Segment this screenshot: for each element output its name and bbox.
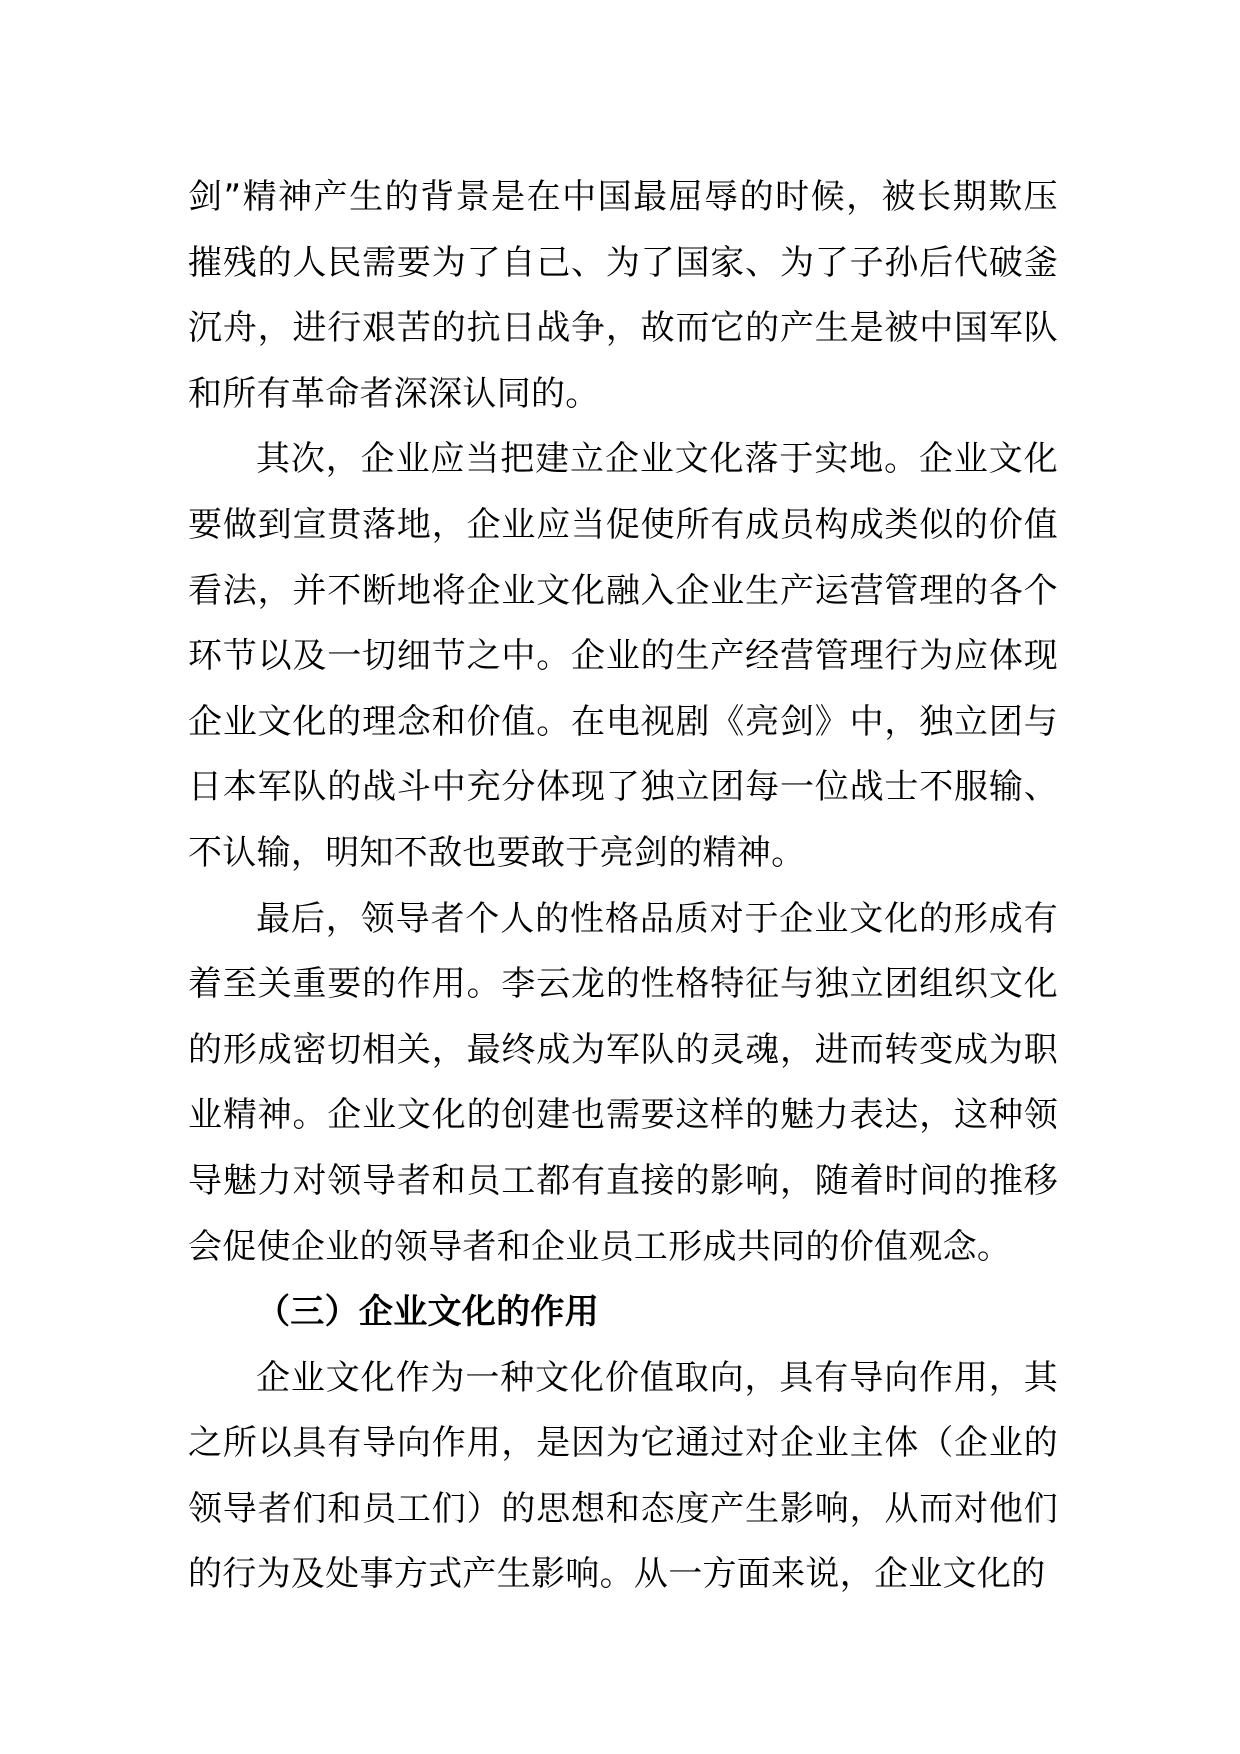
document-page	[188, 165, 1058, 1608]
paragraph-3: 最后，领导者个人的性格品质对于企业文化的形成有着至关重要的作用。李云龙的性格特征与独立团组织文化的形成密切相关，最终成为军队的灵魂，进而转变成为职业精神。企业文化的创建也需要这样的魅力表达，这种领导魅力对领导者和员工都有直接的影响，随着时间的推移会促使企业的领导者和企业员工形成共同的价值观念。	[188, 898, 1058, 1267]
paragraph-2: 其次，企业应当把建立企业文化落于实地。企业文化要做到宣贯落地，企业应当促使所有成员构成类似的价值看法，并不断地将企业文化融入企业生产运营管理的各个环节以及一切细节之中。企业的生产经营管理行为应体现企业文化的理念和价值。在电视剧《亮剑》中，独立团与日本军队的战斗中充分体现了独立团每一位战士不服输、不认输，明知不敌也要敢于亮剑的精神。	[188, 439, 1058, 873]
section-heading: （三）企业文化的作用	[256, 1292, 599, 1333]
paragraph-4: 企业文化作为一种文化价值取向，具有导向作用，其之所以具有导向作用，是因为它通过对企业主体（企业的领导者们和员工们）的思想和态度产生影响，从而对他们的行为及处事方式产生影响。从一方面来说，企业文化的	[188, 1357, 1058, 1595]
paragraph-1: 剑”精神产生的背景是在中国最屈辱的时候，被长期欺压摧残的人民需要为了自己、为了国家、为了子孙后代破釜沉舟，进行艰苦的抗日战争，故而它的产生是被中国军队和所有革命者深深认同的。	[188, 177, 1058, 414]
